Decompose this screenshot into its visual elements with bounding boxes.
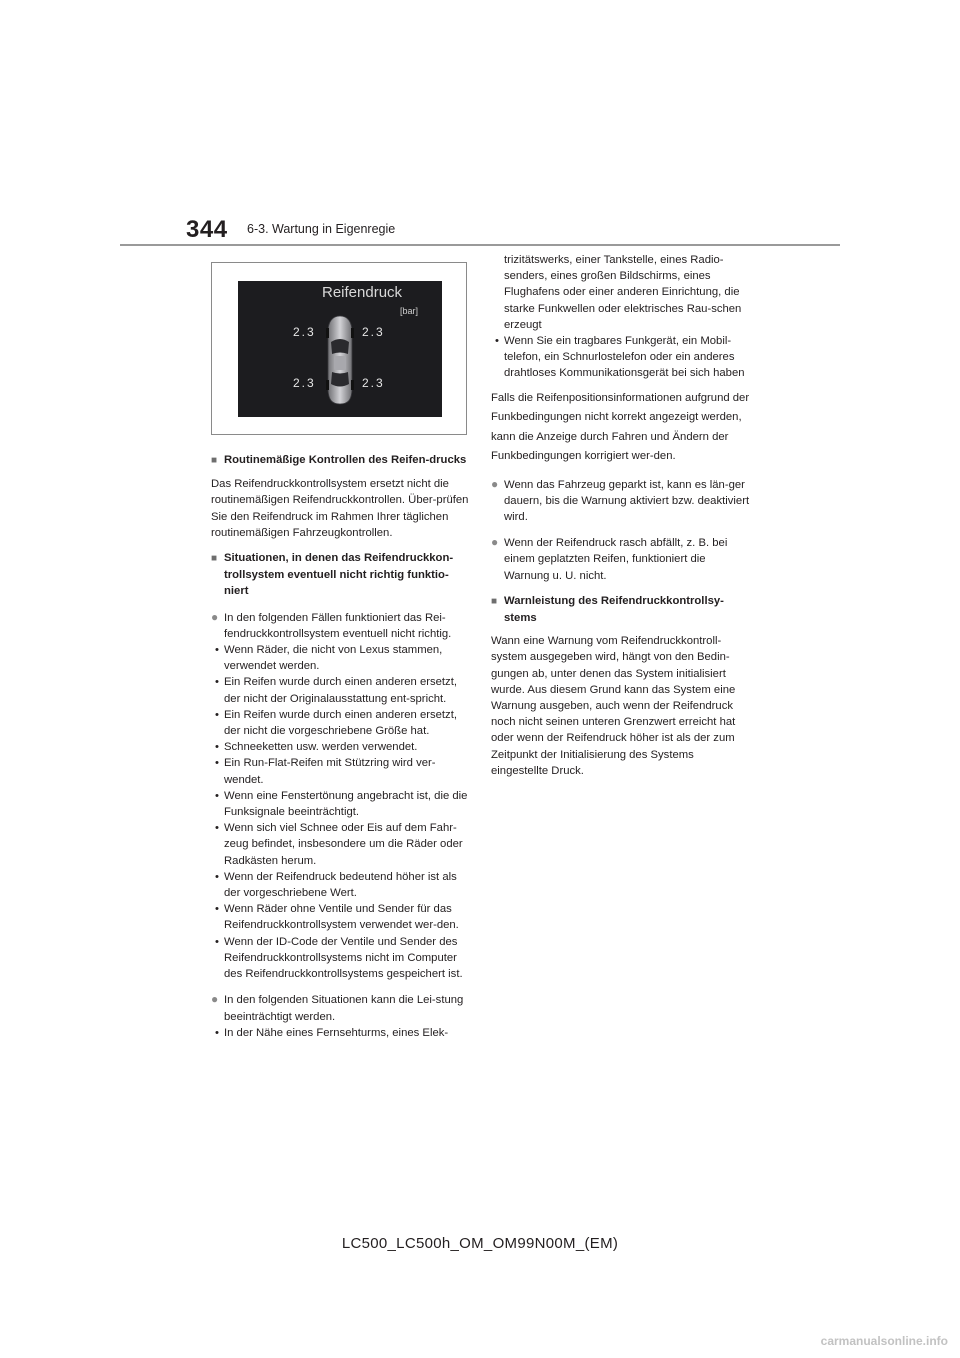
display-unit: [bar] — [400, 306, 419, 316]
pressure-front-right: 2.3 — [362, 325, 385, 339]
bullet-parked: ● Wenn das Fahrzeug geparkt ist, kann es län-ger dauern, bis die Warnung aktiviert bzw. deaktiviert wird. — [491, 476, 750, 524]
square-bullet-icon: ■ — [491, 595, 498, 607]
list-item: • Wenn Räder ohne Ventile und Sender für das Reifendruckkontrollsystem verwendet wer-den. — [215, 903, 459, 932]
list-item: • Wenn Sie ein tragbares Funkgerät, ein Mobil-telefon, ein Schnurlostelefon oder ein anderes drahtloses Kommunikationsgerät bei sich haben — [495, 335, 745, 380]
circle-bullet-icon: ● — [211, 992, 219, 1007]
list-item: • Wenn der ID-Code der Ventile und Sender des Reifendruckkontrollsystems nicht im Computer des Reifendruckkontrollsystems gespeichert ist. — [215, 935, 463, 981]
list-item: • Wenn Räder, die nicht von Lexus stammen, verwendet werden. — [215, 644, 443, 673]
list-item: • Ein Run-Flat-Reifen mit Stützring wird ver-wendet. — [215, 757, 436, 786]
pressure-front-left: 2.3 — [293, 325, 316, 339]
list-item: • In der Nähe eines Fernsehturms, eines Elek- — [215, 1026, 449, 1039]
list-item: • Wenn der Reifendruck bedeutend höher ist als der vorgeschriebene Wert. — [215, 870, 457, 900]
header-divider — [120, 244, 840, 246]
tire-pressure-display — [238, 281, 442, 417]
pressure-rear-right: 2.3 — [362, 376, 385, 390]
pressure-rear-left: 2.3 — [293, 376, 316, 390]
list-item: • Wenn sich viel Schnee oder Eis auf dem Fahr-zeug befindet, insbesondere um die Räder oder Radkästen herum. — [215, 822, 463, 867]
heading-warning-performance: ■ Warnleistung des Reifendruckkontrollsy-stems — [491, 594, 724, 625]
paragraph-routine-checks: Das Reifendruckkontrollsystem ersetzt nicht die routinemäßigen Reifendruckkontrollen. Über-prüfen Sie den Reifendruck im Rahmen Ihrer täglichen routinemäßigen Fahrzeugkontrollen. — [211, 478, 469, 539]
list-item: • Ein Reifen wurde durch einen anderen ersetzt, der nicht die vorgeschriebene Größe hat. — [215, 708, 457, 738]
list-item-continued: trizitätswerks, einer Tankstelle, eines Radio-senders, eines großen Bildschirms, eines Flughafens oder einer anderen Einrichtung, die starke Funkwellen oder elektrisches Rau-schen erzeugt — [504, 254, 742, 331]
list-item: • Wenn eine Fenstertönung angebracht ist, die die Funksignale beeinträchtigt. — [215, 789, 468, 819]
square-bullet-icon: ■ — [211, 455, 218, 466]
paragraph-warning-performance: Wann eine Warnung vom Reifendruckkontroll-system ausgegeben wird, hängt von den Bedin-gungen ab, unter denen das System initialisiert wurde. Aus diesem Grund kann das System eine Warnung ausgeben, auch wenn der Reifendruck noch nicht seinen unteren Grenzwert erreicht hat oder wenn der Reifendruck höher ist als der zum Zeitpunkt der Initialisierung des Systems eingestellte Druck. — [491, 635, 736, 777]
square-bullet-icon: ■ — [211, 553, 218, 565]
bullet-cases: ● In den folgenden Fällen funktioniert das Rei-fendruckkontrollsystem eventuell nicht richtig. — [211, 609, 452, 640]
heading-routine-checks: ■ Routinemäßige Kontrollen des Reifen-drucks — [211, 452, 469, 469]
car-top-view-icon — [326, 314, 354, 406]
heading-malfunction-situations: ■ Situationen, in denen das Reifendruckkon-trollsystem eventuell nicht richtig funktio-niert — [211, 552, 454, 598]
document-code: LC500_LC500h_OM_OM99N00M_(EM) — [341, 1235, 619, 1252]
page-number: 344 — [186, 216, 228, 243]
paragraph-position-info: Falls die Reifenpositionsinformationen aufgrund der Funkbedingungen nicht korrekt angezeigt werden, kann die Anzeige durch Fahren und Ändern der Funkbedingungen korrigiert wer-den. — [491, 391, 750, 463]
left-column — [211, 452, 469, 1041]
circle-bullet-icon: ● — [491, 535, 499, 550]
circle-bullet-icon: ● — [211, 609, 219, 624]
section-title: 6-3. Wartung in Eigenregie — [247, 222, 396, 236]
display-title: Reifendruck — [322, 284, 403, 301]
right-column — [491, 252, 751, 779]
list-item: • Schneeketten usw. werden verwendet. — [215, 741, 418, 754]
list-item: • Ein Reifen wurde durch einen anderen ersetzt, der nicht der Originalausstattung ent-spricht. — [215, 676, 457, 705]
watermark: carmanualsonline.info — [820, 1334, 948, 1348]
circle-bullet-icon: ● — [491, 476, 499, 491]
bullet-performance: ● In den folgenden Situationen kann die Lei-stung beeinträchtigt werden. — [211, 992, 464, 1023]
tire-pressure-figure — [211, 262, 467, 435]
bullet-rapid-drop: ● Wenn der Reifendruck rasch abfällt, z. B. bei einem geplatzten Reifen, funktioniert die Warnung u. U. nicht. — [491, 535, 728, 582]
